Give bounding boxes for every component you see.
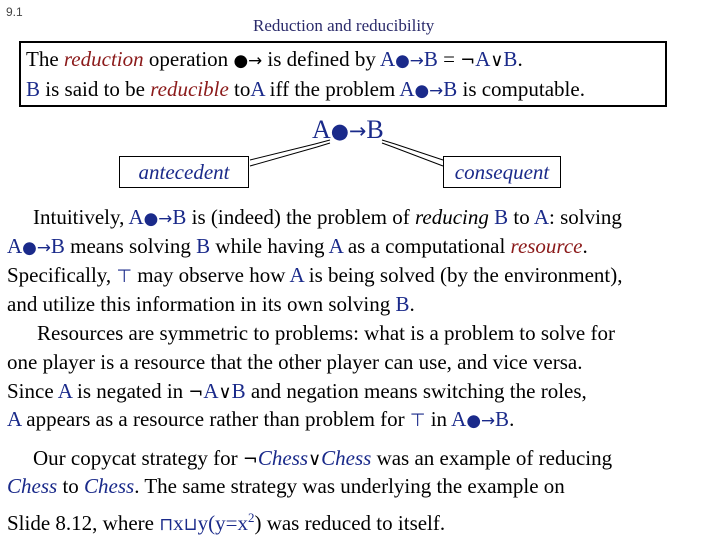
slide-title: Reduction and reducibility [253,16,435,35]
negation-icon: ¬ [188,382,204,403]
definition-line-1: The reduction operation ●→ is defined by A●→B = ¬A∨B. [26,47,523,71]
reduction-arrow-icon: ●→ [233,50,263,70]
antecedent-label: antecedent [119,156,249,188]
paragraph-1-line-2: A●→B means solving B while having A as a computational resource. [7,234,588,258]
term-reducible: reducible [150,77,229,101]
disjunction-icon: ∨ [308,449,322,470]
sqcap-icon: ⊓ [159,514,174,535]
paragraph-1-line-3: Specifically, ⊤ may observe how A is being solved (by the environment), [7,263,623,287]
reduction-arrow-icon: ●→ [330,119,367,143]
top-icon: ⊤ [409,410,426,431]
slide-number: 9.1 [6,5,23,19]
term-reduction: reduction [63,47,144,71]
definition-line-2: B is said to be reducible toA iff the problem A●→B is computable. [26,77,585,101]
reduction-arrow-icon: ●→ [22,237,51,257]
paragraph-2-line-4: A appears as a resource rather than problem for ⊤ in A●→B. [7,407,515,431]
reduction-arrow-icon: ●→ [414,80,444,100]
disjunction-icon: ∨ [490,50,504,71]
sqcup-icon: ⊔ [183,514,198,535]
paragraph-3-line-3: Slide 8.12, where $⊓x⊔y(y=x^2)$ was reduced to itself. [7,510,446,535]
paragraph-1-line-1: Intuitively, A●→B is (indeed) the problem of reducing B to A: solving [33,205,622,229]
paragraph-1-line-4: and utilize this information in its own solving B. [7,292,415,316]
reduction-arrow-icon: ●→ [143,208,173,228]
paragraph-2-line-1: Resources are symmetric to problems: what is a problem to solve for [37,321,615,345]
negation-icon: ¬ [460,50,476,71]
disjunction-icon: ∨ [218,382,232,403]
paragraph-2-line-3: Since A is negated in ¬A∨B and negation means switching the roles, [7,379,587,403]
paragraph-3-line-2: Chess to Chess. The same strategy was underlying the example on [7,474,565,498]
diagram-formula: A●→B [312,115,384,144]
negation-icon: ¬ [242,449,258,470]
reduction-arrow-icon: ●→ [395,50,424,70]
paragraph-3-line-1: Our copycat strategy for ¬Chess∨Chess was an example of reducing [33,446,613,470]
paragraph-2-line-2: one player is a resource that the other player can use, and vice versa. [7,350,583,374]
reduction-arrow-icon: ●→ [466,410,496,430]
top-icon: ⊤ [116,266,132,287]
consequent-label: consequent [443,156,561,188]
